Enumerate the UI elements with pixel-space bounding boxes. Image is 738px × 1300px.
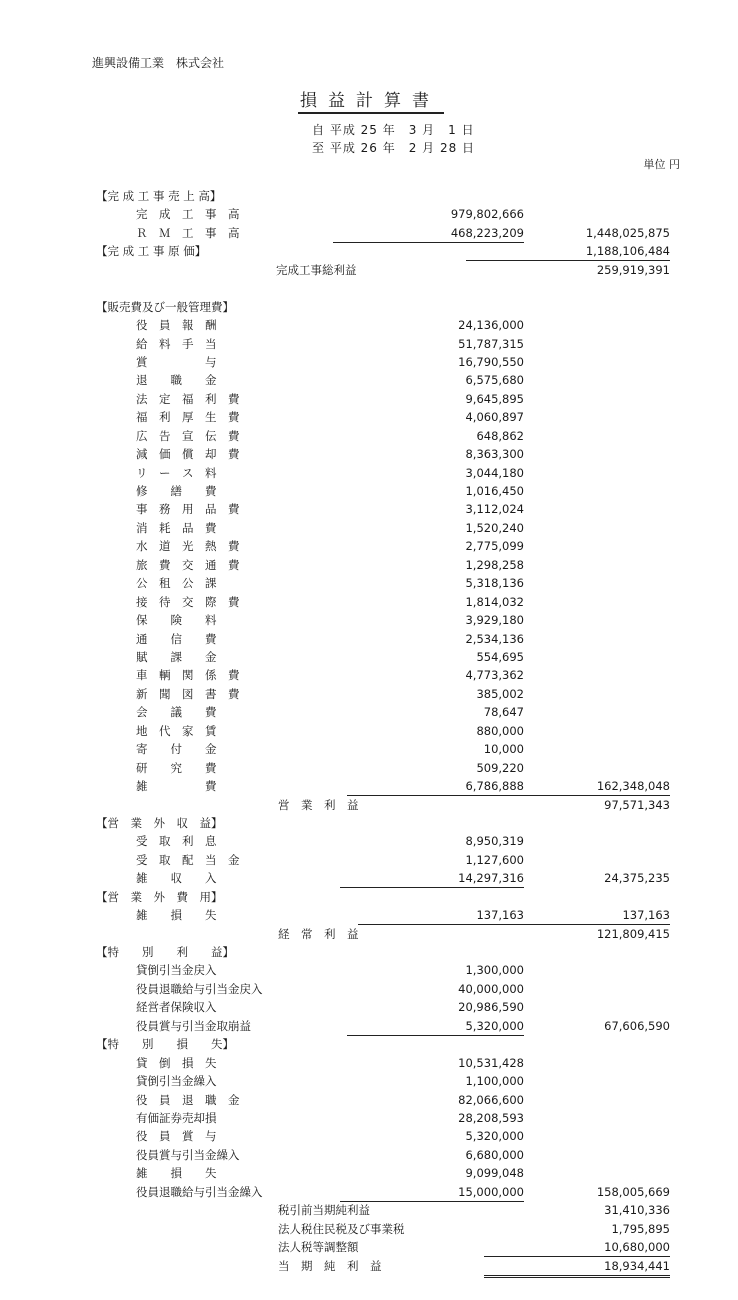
detail-amount: 40,000,000 [458, 981, 524, 996]
row-label: 通 信 費 [136, 631, 217, 646]
statement-row [0, 1201, 738, 1219]
total-amount: 1,188,106,484 [466, 242, 670, 261]
row-label: 役員退職給与引当金戻入 [136, 981, 263, 996]
statement-row [0, 703, 738, 721]
statement-row [0, 998, 738, 1016]
statement-row [0, 242, 738, 260]
row-label: 役員賞与引当金繰入 [136, 1147, 240, 1162]
statement-row [0, 814, 738, 832]
detail-amount: 509,220 [476, 760, 524, 775]
statement-row [0, 630, 738, 648]
row-label: 保 険 料 [136, 613, 217, 628]
detail-amount: 10,531,428 [458, 1055, 524, 1070]
statement-row [0, 224, 738, 242]
detail-amount: 554,695 [476, 650, 524, 664]
row-label: 完 成 工 事 高 [136, 207, 240, 222]
statement-row [0, 556, 738, 574]
statement-row [0, 961, 738, 979]
statement-row [0, 1164, 738, 1182]
statement-row [0, 1238, 738, 1256]
statement-row [0, 519, 738, 537]
statement-row [0, 1257, 738, 1275]
statement-row [0, 298, 738, 316]
row-label: 修 繕 費 [136, 484, 217, 499]
statement-row [0, 593, 738, 611]
row-label: 税引前当期純利益 [278, 1203, 370, 1218]
row-label: 事 務 用 品 費 [136, 502, 240, 517]
row-label: 減 価 償 却 費 [136, 447, 240, 462]
total-amount: 18,934,441 [484, 1257, 670, 1278]
row-label: 会 議 費 [136, 705, 217, 720]
statement-row [0, 980, 738, 998]
total-amount: 1,448,025,875 [585, 225, 670, 240]
statement-row [0, 353, 738, 371]
detail-amount: 648,862 [476, 428, 524, 443]
row-label: 経 常 利 益 [278, 926, 359, 941]
detail-amount: 1,300,000 [465, 963, 524, 978]
statement-row [0, 611, 738, 629]
row-label: 【営 業 外 収 益】 [96, 815, 223, 830]
detail-amount: 6,575,680 [465, 373, 524, 388]
statement-row [0, 482, 738, 500]
row-label: 雑 費 [136, 779, 217, 794]
row-label: 法人税住民税及び事業税 [278, 1221, 405, 1236]
detail-amount: 5,320,000 [347, 1017, 524, 1036]
statement-row [0, 1072, 738, 1090]
row-label: 給 料 手 当 [136, 336, 217, 351]
statement-row [0, 796, 738, 814]
row-label: 賞 与 [136, 354, 217, 369]
detail-amount: 1,298,258 [465, 557, 524, 572]
total-amount: 1,795,895 [611, 1221, 670, 1236]
detail-amount: 2,775,099 [465, 539, 524, 554]
statement-row [0, 685, 738, 703]
row-label: 地 代 家 賃 [136, 723, 217, 738]
detail-amount: 9,099,048 [465, 1166, 524, 1181]
row-label: 貸倒引当金繰入 [136, 1074, 217, 1089]
row-label: 賦 課 金 [136, 650, 217, 664]
row-label: 貸倒引当金戻入 [136, 963, 217, 978]
detail-amount: 4,060,897 [465, 410, 524, 425]
detail-amount: 880,000 [476, 723, 524, 738]
statement-row [0, 390, 738, 408]
detail-amount: 78,647 [483, 705, 524, 720]
row-label: リ ー ス 料 [136, 465, 217, 480]
statement-row [0, 1091, 738, 1109]
row-label: 役 員 退 職 金 [136, 1092, 240, 1107]
detail-amount: 1,016,450 [465, 484, 524, 499]
total-amount: 97,571,343 [604, 797, 670, 812]
row-label: 寄 付 金 [136, 742, 217, 757]
row-label: 役員退職給与引当金繰入 [136, 1184, 263, 1199]
statement-row [0, 371, 738, 389]
detail-amount: 9,645,895 [465, 391, 524, 406]
row-label: 【特 別 利 益】 [96, 945, 234, 960]
statement-row [0, 888, 738, 906]
total-amount: 24,375,235 [604, 871, 670, 886]
statement-row [0, 1146, 738, 1164]
statement-row [0, 464, 738, 482]
detail-amount: 385,002 [476, 686, 524, 701]
row-label: 車 輌 関 係 費 [136, 668, 240, 683]
statement-row [0, 316, 738, 334]
detail-amount: 20,986,590 [458, 1000, 524, 1015]
row-label: 【特 別 損 失】 [96, 1037, 234, 1052]
detail-amount: 1,127,600 [465, 852, 524, 867]
row-label: 雑 損 失 [136, 908, 217, 923]
detail-amount: 137,163 [358, 906, 524, 925]
statement-row [0, 1183, 738, 1201]
statement-row [0, 335, 738, 353]
detail-amount: 979,802,666 [450, 207, 524, 222]
statement-row [0, 427, 738, 445]
statement-row [0, 1220, 738, 1238]
row-label: 受 取 利 息 [136, 834, 217, 849]
row-label: 役 員 報 酬 [136, 318, 217, 333]
statement-row [0, 574, 738, 592]
statement-row [0, 759, 738, 777]
row-label: 貸 倒 損 失 [136, 1055, 217, 1070]
row-label: 接 待 交 際 費 [136, 594, 240, 609]
statement-row [0, 500, 738, 518]
row-label: 新 聞 図 書 費 [136, 686, 240, 701]
row-label: 当 期 純 利 益 [278, 1258, 382, 1273]
detail-amount: 468,223,209 [333, 224, 524, 243]
row-label: 公 租 公 課 [136, 576, 217, 591]
row-label: Ｒ Ｍ 工 事 高 [136, 225, 240, 240]
detail-amount: 6,680,000 [465, 1147, 524, 1162]
row-label: 【完 成 工 事 売 上 高】 [96, 189, 222, 203]
statement-row [0, 1054, 738, 1072]
statement-row [0, 832, 738, 850]
statement-row [0, 205, 738, 223]
row-label: 研 究 費 [136, 760, 217, 775]
detail-amount: 16,790,550 [458, 354, 524, 369]
total-amount: 137,163 [502, 906, 670, 925]
total-amount: 259,919,391 [596, 262, 670, 277]
statement-row [0, 740, 738, 758]
statement-row [0, 851, 738, 869]
statement-row [0, 648, 738, 666]
unit-label: 単位 円 [643, 158, 680, 171]
row-label: 役 員 賞 与 [136, 1129, 217, 1144]
row-label: 営 業 利 益 [278, 797, 359, 812]
detail-amount: 5,318,136 [465, 576, 524, 591]
detail-amount: 82,066,600 [458, 1092, 524, 1107]
total-amount: 67,606,590 [604, 1018, 670, 1033]
total-amount: 162,348,048 [477, 777, 670, 796]
row-label: 福 利 厚 生 費 [136, 410, 240, 425]
row-label: 消 耗 品 費 [136, 520, 217, 535]
row-label: 旅 費 交 通 費 [136, 557, 240, 572]
detail-amount: 3,044,180 [465, 465, 524, 480]
statement-row [0, 906, 738, 924]
statement-row [0, 279, 738, 297]
statement-row [0, 925, 738, 943]
document-title: 損益計算書 [298, 86, 444, 114]
row-label: 役員賞与引当金取崩益 [136, 1018, 251, 1033]
detail-amount: 10,000 [483, 742, 524, 757]
row-label: 広 告 宣 伝 費 [136, 428, 240, 443]
detail-amount: 3,929,180 [465, 613, 524, 628]
detail-amount: 1,100,000 [465, 1074, 524, 1089]
detail-amount: 4,773,362 [465, 668, 524, 683]
statement-row [0, 1127, 738, 1145]
row-label: 法 定 福 利 費 [136, 391, 240, 406]
detail-amount: 8,363,300 [465, 447, 524, 462]
statement-row [0, 869, 738, 887]
detail-amount: 5,320,000 [465, 1129, 524, 1144]
row-label: 水 道 光 熱 費 [136, 539, 240, 554]
statement-row [0, 261, 738, 279]
detail-amount: 8,950,319 [465, 834, 524, 849]
row-label: 退 職 金 [136, 373, 217, 388]
statement-row [0, 943, 738, 961]
row-label: 経営者保険収入 [136, 1000, 217, 1015]
company-name: 進興設備工業 株式会社 [92, 56, 225, 70]
total-amount: 121,809,415 [596, 926, 670, 941]
detail-amount: 6,786,888 [347, 777, 524, 796]
detail-amount: 51,787,315 [458, 336, 524, 351]
row-label: 完成工事総利益 [276, 262, 357, 277]
statement-row [0, 1035, 738, 1053]
period-from: 自 平成 25 年 3 月 1 日 [312, 123, 475, 137]
detail-amount: 1,814,032 [465, 594, 524, 609]
statement-row [0, 722, 738, 740]
row-label: 【販売費及び一般管理費】 [96, 299, 234, 314]
row-label: 雑 損 失 [136, 1166, 217, 1181]
total-amount: 158,005,669 [596, 1184, 670, 1199]
row-label: 受 取 配 当 金 [136, 852, 240, 867]
statement-row [0, 445, 738, 463]
row-label: 【完 成 工 事 原 価】 [96, 244, 207, 259]
total-amount: 31,410,336 [604, 1203, 670, 1218]
statement-row [0, 1109, 738, 1127]
detail-amount: 24,136,000 [458, 318, 524, 333]
detail-amount: 15,000,000 [340, 1183, 524, 1202]
statement-row [0, 1017, 738, 1035]
detail-amount: 1,520,240 [465, 520, 524, 535]
period-to: 至 平成 26 年 2 月 28 日 [312, 141, 476, 155]
statement-row [0, 666, 738, 684]
statement-row [0, 537, 738, 555]
total-amount: 10,680,000 [484, 1238, 670, 1257]
detail-amount: 2,534,136 [465, 631, 524, 646]
statement-row [0, 408, 738, 426]
detail-amount: 14,297,316 [340, 869, 524, 888]
row-label: 有価証券売却損 [136, 1111, 217, 1125]
row-label: 法人税等調整額 [278, 1240, 359, 1255]
statement-row [0, 187, 738, 205]
row-label: 【営 業 外 費 用】 [96, 889, 223, 904]
detail-amount: 28,208,593 [458, 1111, 524, 1125]
detail-amount: 3,112,024 [465, 502, 524, 517]
row-label: 雑 収 入 [136, 871, 217, 886]
statement-row [0, 777, 738, 795]
